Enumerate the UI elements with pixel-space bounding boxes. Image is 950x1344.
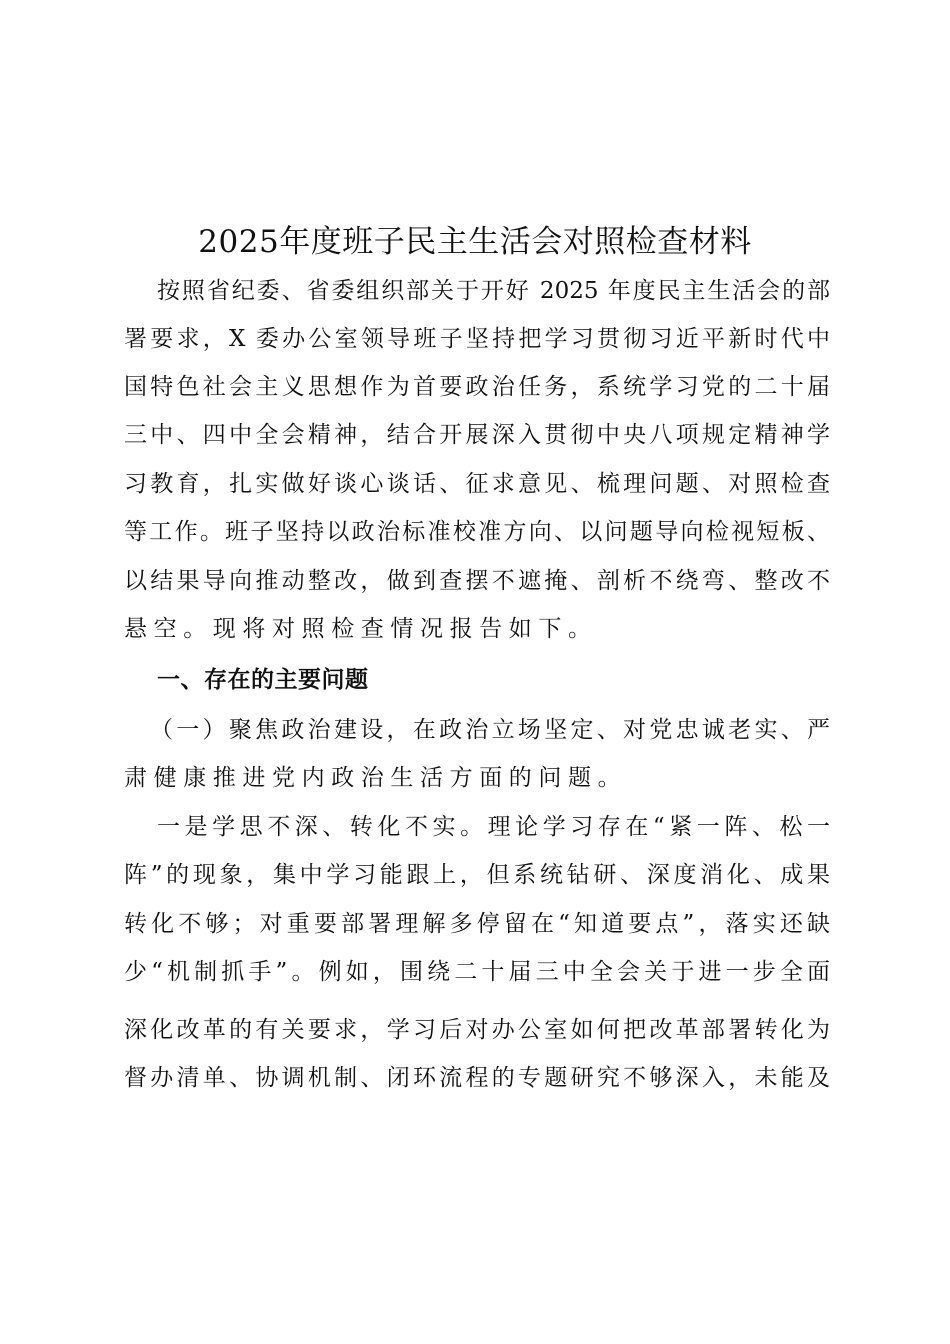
paragraph-line: 等工作。班子坚持以政治标准校准方向、以问题导向检视短板、 xyxy=(124,519,830,545)
paragraph-line: 转化不够；对重要部署理解多停留在“知道要点”，落实还缺 xyxy=(124,911,830,937)
paragraph-line: 深化改革的有关要求，学习后对办公室如何把改革部署转化为 xyxy=(124,1017,830,1043)
paragraph-line: 督办清单、协调机制、闭环流程的专题研究不够深入，未能及 xyxy=(124,1065,830,1091)
subsection-heading-line: （一）聚焦政治建设，在政治立场坚定、对党忠诚老实、严 xyxy=(150,717,830,743)
section-heading: 一、存在的主要问题 xyxy=(157,667,369,693)
paragraph-line: 少“机制抓手”。例如，围绕二十届三中全会关于进一步全面 xyxy=(124,959,830,985)
paragraph-line: 按照省纪委、省委组织部关于开好 2025 年度民主生活会的部 xyxy=(157,278,830,304)
document-title: 2025年度班子民主生活会对照检查材料 xyxy=(198,224,752,260)
paragraph-line: 署要求，X 委办公室领导班子坚持把学习贯彻习近平新时代中 xyxy=(124,326,830,352)
paragraph-line: 习教育，扎实做好谈心谈话、征求意见、梳理问题、对照检查 xyxy=(124,471,830,497)
paragraph-line: 国特色社会主义思想作为首要政治任务，系统学习党的二十届 xyxy=(124,374,830,400)
paragraph-line: 以结果导向推动整改，做到查摆不遮掩、剖析不绕弯、整改不 xyxy=(124,568,830,594)
paragraph-line: 悬空。现将对照检查情况报告如下。 xyxy=(124,616,598,642)
paragraph-line: 阵”的现象，集中学习能跟上，但系统钻研、深度消化、成果 xyxy=(124,862,830,888)
paragraph-line: 三中、四中全会精神，结合开展深入贯彻中央八项规定精神学 xyxy=(124,422,830,448)
subsection-heading-line: 肃健康推进党内政治生活方面的问题。 xyxy=(124,765,628,791)
paragraph-line: 一是学思不深、转化不实。理论学习存在“紧一阵、松一 xyxy=(157,814,830,840)
